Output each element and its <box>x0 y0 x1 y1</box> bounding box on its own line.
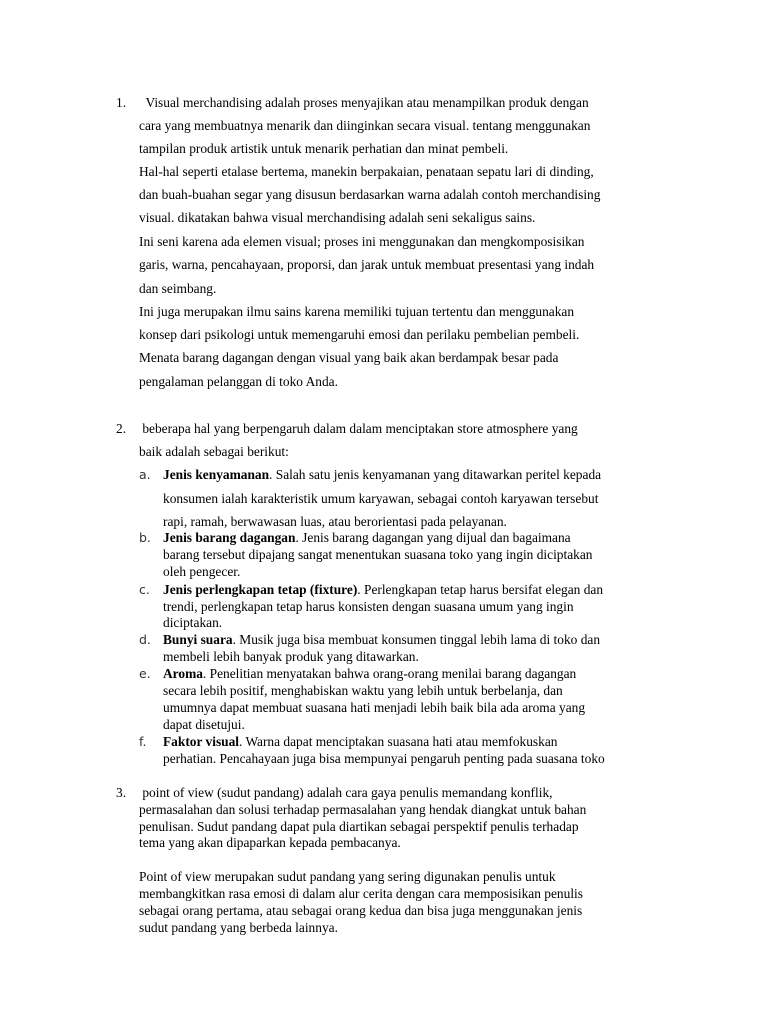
subitem-f-line: perhatian. Pencahayaan juga bisa mempunyai pengaruh penting pada suasana toko <box>163 751 605 766</box>
subitem-b-term: Jenis barang dagangan <box>163 530 296 545</box>
subitem-a-text: . Salah satu jenis kenyamanan yang ditawarkan peritel kepada <box>269 467 602 482</box>
item-1-line: Menata barang dagangan dengan visual yang baik akan berdampak besar pada <box>139 350 559 365</box>
list-number-3: 3. <box>116 785 127 800</box>
subitem-a-line: konsumen ialah karakteristik umum karyawan, sebagai contoh karyawan tersebut <box>163 491 599 506</box>
item-1-line: visual. dikatakan bahwa visual merchandising adalah seni sekaligus sains. <box>139 210 536 225</box>
subitem-e-line: dapat disetujui. <box>163 717 245 732</box>
sub-letter-e: e. <box>139 666 151 681</box>
sub-letter-d: d. <box>139 632 151 647</box>
subitem-c-text: . Perlengkapan tetap harus bersifat elegan dan <box>357 582 604 597</box>
subitem-e-text: . Penelitian menyatakan bahwa orang-orang menilai barang dagangan <box>202 666 577 681</box>
subitem-a-line: rapi, ramah, berwawasan luas, atau berorientasi pada pelayanan. <box>163 514 507 529</box>
sub-letter-f: f. <box>139 734 147 749</box>
item-3-line: penulisan. Sudut pandang dapat pula diartikan sebagai perspektif penulis terhadap <box>139 819 579 834</box>
item-1-line: Ini juga merupakan ilmu sains karena memiliki tujuan tertentu dan menggunakan <box>139 304 575 319</box>
item-1-line: cara yang membuatnya menarik dan diinginkan secara visual. tentang menggunakan <box>139 118 591 133</box>
item-3-paragraph-2-line: sebagai orang pertama, atau sebagai orang kedua dan bisa juga menggunakan jenis <box>139 903 583 918</box>
list-number-2: 2. <box>116 421 127 436</box>
subitem-b-line: oleh pengecer. <box>163 564 241 579</box>
subitem-e-line: secara lebih positif, menghabiskan waktu yang lebih untuk berbelanja, dan <box>163 683 563 698</box>
subitem-b-line: barang tersebut dipajang sangat menentukan suasana toko yang ingin diciptakan <box>163 547 593 562</box>
subitem-c-line <box>163 582 603 598</box>
subitem-d-line: membeli lebih banyak produk yang ditawarkan. <box>163 649 419 664</box>
item-1-line: Visual merchandising adalah proses menyajikan atau menampilkan produk dengan <box>139 95 589 110</box>
item-2-line: beberapa hal yang berpengaruh dalam dalam menciptakan store atmosphere yang <box>139 421 578 436</box>
subitem-f-text: . Warna dapat menciptakan suasana hati atau memfokuskan <box>239 734 558 749</box>
subitem-a-line <box>163 467 601 483</box>
subitem-e-term: Aroma <box>163 666 203 681</box>
sub-letter-a: a. <box>139 467 151 482</box>
item-3-paragraph-2-line: membangkitkan rasa emosi di dalam alur cerita dengan cara memposisikan penulis <box>139 886 583 901</box>
subitem-a-term: Jenis kenyamanan <box>163 467 270 482</box>
item-3-paragraph-2-line: sudut pandang yang berbeda lainnya. <box>139 920 338 935</box>
subitem-f-term: Faktor visual <box>163 734 240 749</box>
subitem-d-term: Bunyi suara <box>163 632 233 647</box>
subitem-d-text: . Musik juga bisa membuat konsumen tinggal lebih lama di toko dan <box>232 632 601 647</box>
item-3-line: permasalahan dan solusi terhadap permasalahan yang hendak diangkat untuk bahan <box>139 802 587 817</box>
item-3-paragraph-2-line: Point of view merupakan sudut pandang yang sering digunakan penulis untuk <box>139 869 556 884</box>
item-1-line: dan buah-buahan segar yang disusun berdasarkan warna adalah contoh merchandising <box>139 187 601 202</box>
item-1-line: pengalaman pelanggan di toko Anda. <box>139 374 338 389</box>
item-1-line: dan seimbang. <box>139 281 217 296</box>
sub-letter-b: b. <box>139 530 151 545</box>
subitem-b-text: . Jenis barang dagangan yang dijual dan bagaimana <box>295 530 571 545</box>
item-3-line: point of view (sudut pandang) adalah cara gaya penulis memandang konflik, <box>139 785 553 800</box>
item-3-line: tema yang akan dipaparkan kepada pembacanya. <box>139 835 401 850</box>
subitem-c-line: trendi, perlengkapan tetap harus konsisten dengan suasana umum yang ingin <box>163 599 574 614</box>
item-1-line: garis, warna, pencahayaan, proporsi, dan jarak untuk membuat presentasi yang indah <box>139 257 595 272</box>
subitem-c-term: Jenis perlengkapan tetap (fixture) <box>163 582 358 597</box>
subitem-c-line: diciptakan. <box>163 615 223 630</box>
subitem-d-line <box>163 632 600 648</box>
item-1-line: konsep dari psikologi untuk memengaruhi emosi dan perilaku pembelian pembeli. <box>139 327 580 342</box>
subitem-e-line: umumnya dapat membuat suasana hati menjadi lebih baik bila ada aroma yang <box>163 700 586 715</box>
item-1-line: tampilan produk artistik untuk menarik perhatian dan minat pembeli. <box>139 141 509 156</box>
item-2-line: baik adalah sebagai berikut: <box>139 444 289 459</box>
subitem-f-line <box>163 734 557 750</box>
item-1-line: Hal-hal seperti etalase bertema, manekin berpakaian, penataan sepatu lari di dinding, <box>139 164 594 179</box>
item-1-line: Ini seni karena ada elemen visual; proses ini menggunakan dan mengkomposisikan <box>139 234 585 249</box>
list-number-1: 1. <box>116 95 127 110</box>
subitem-b-line <box>163 530 571 546</box>
subitem-e-line <box>163 666 576 682</box>
sub-letter-c: c. <box>139 582 150 597</box>
